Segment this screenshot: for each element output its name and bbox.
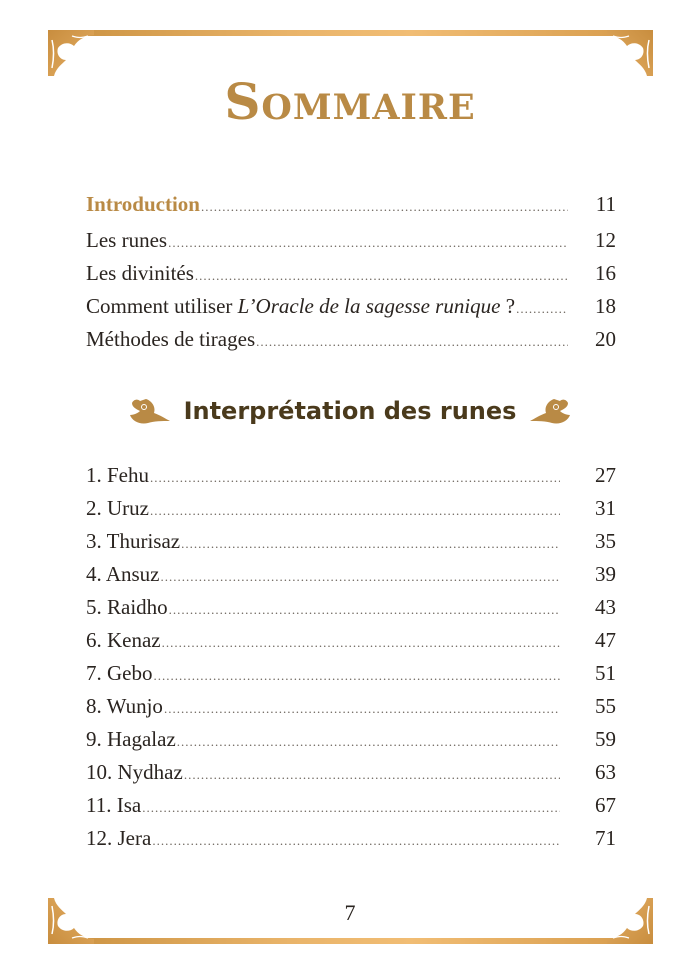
toc-entry[interactable] [86, 192, 616, 228]
top-border [48, 30, 653, 36]
toc-entry-label: 10. Nydhaz [86, 760, 183, 784]
page-title: Sommaire [224, 72, 476, 131]
celtic-dragon-corner-icon [48, 30, 94, 76]
dot-leader [164, 701, 560, 717]
toc-entry[interactable] [86, 793, 616, 826]
toc-entry[interactable] [86, 628, 616, 661]
dot-leader [184, 767, 560, 783]
toc-entry-page: 39 [595, 562, 616, 586]
toc-entry-page: 63 [595, 760, 616, 784]
toc-entry-page: 27 [595, 463, 616, 487]
section-heading-text: Interprétation des runes [183, 397, 517, 425]
toc-entry-label: 6. Kenaz [86, 628, 161, 652]
toc-entry[interactable] [86, 294, 616, 327]
toc-entry-page: 43 [595, 595, 616, 619]
bottom-border [48, 938, 653, 944]
dot-leader [195, 268, 568, 284]
label-suffix: ? [500, 294, 516, 318]
toc-entry-label: Les divinités [86, 261, 194, 285]
toc-entry-page: 51 [595, 661, 616, 685]
toc-entry[interactable] [86, 261, 616, 294]
toc-entry-page: 67 [595, 793, 616, 817]
toc-entry-label: 7. Gebo [86, 661, 153, 685]
toc-entry-page: 16 [595, 261, 616, 285]
toc-entry-page: 47 [595, 628, 616, 652]
dragon-head-ornament-icon [528, 395, 572, 427]
toc-entry-page: 35 [595, 529, 616, 553]
dot-leader [256, 334, 568, 350]
toc-entry[interactable] [86, 228, 616, 261]
book-title-italic: L’Oracle de la sagesse runique [237, 294, 501, 318]
toc-entry[interactable] [86, 562, 616, 595]
toc-entry-page: 55 [595, 694, 616, 718]
toc-entry[interactable] [86, 694, 616, 727]
dot-leader [516, 301, 568, 317]
toc-entry-label: 9. Hagalaz [86, 727, 176, 751]
toc-entry[interactable] [86, 760, 616, 793]
toc-entry-label: 3. Thurisaz [86, 529, 181, 553]
toc-entry-label: 8. Wunjo [86, 694, 163, 718]
toc-entry-page: 59 [595, 727, 616, 751]
toc-entry-label [86, 294, 515, 319]
celtic-dragon-corner-icon [607, 30, 653, 76]
toc-entry-label: Introduction [86, 192, 200, 216]
dot-leader [152, 833, 560, 849]
dot-leader [201, 199, 568, 215]
toc-entry-label: Les runes [86, 228, 168, 252]
toc-entry[interactable] [86, 496, 616, 529]
dot-leader [181, 536, 560, 552]
toc-entry-label: 5. Raidho [86, 595, 168, 619]
dot-leader [142, 800, 560, 816]
toc-entry-page: 18 [595, 294, 616, 318]
toc-entry-label: 2. Uruz [86, 496, 149, 520]
dot-leader [168, 235, 568, 251]
toc-entry-label: 1. Fehu [86, 463, 149, 487]
toc-entry[interactable] [86, 826, 616, 859]
toc-entry-page: 12 [595, 228, 616, 252]
dot-leader [161, 569, 561, 585]
page-number: 7 [344, 900, 356, 925]
label-prefix: Comment utiliser [86, 294, 238, 318]
dot-leader [150, 503, 560, 519]
dot-leader [177, 734, 560, 750]
toc-entry[interactable] [86, 661, 616, 694]
dragon-head-ornament-icon [128, 395, 172, 427]
toc-entry-page: 20 [595, 327, 616, 351]
toc-entry[interactable] [86, 327, 616, 360]
dot-leader [150, 470, 560, 486]
dot-leader [154, 668, 561, 684]
dot-leader [169, 602, 560, 618]
toc-entry-label: 11. Isa [86, 793, 142, 817]
toc-entry-label: Méthodes de tirages [86, 327, 256, 351]
section-heading-runes [0, 395, 700, 427]
toc-entry[interactable] [86, 463, 616, 496]
dot-leader [162, 635, 560, 651]
toc-entry-page: 71 [595, 826, 616, 850]
toc-entry[interactable] [86, 595, 616, 628]
toc-entry-page: 31 [595, 496, 616, 520]
toc-entry-label: 4. Ansuz [86, 562, 160, 586]
toc-entry[interactable] [86, 529, 616, 562]
toc-entry-label: 12. Jera [86, 826, 152, 850]
toc-entry[interactable] [86, 727, 616, 760]
toc-runes-list [86, 463, 616, 859]
toc-entry-page: 11 [595, 192, 616, 216]
toc-intro-list [86, 192, 616, 360]
